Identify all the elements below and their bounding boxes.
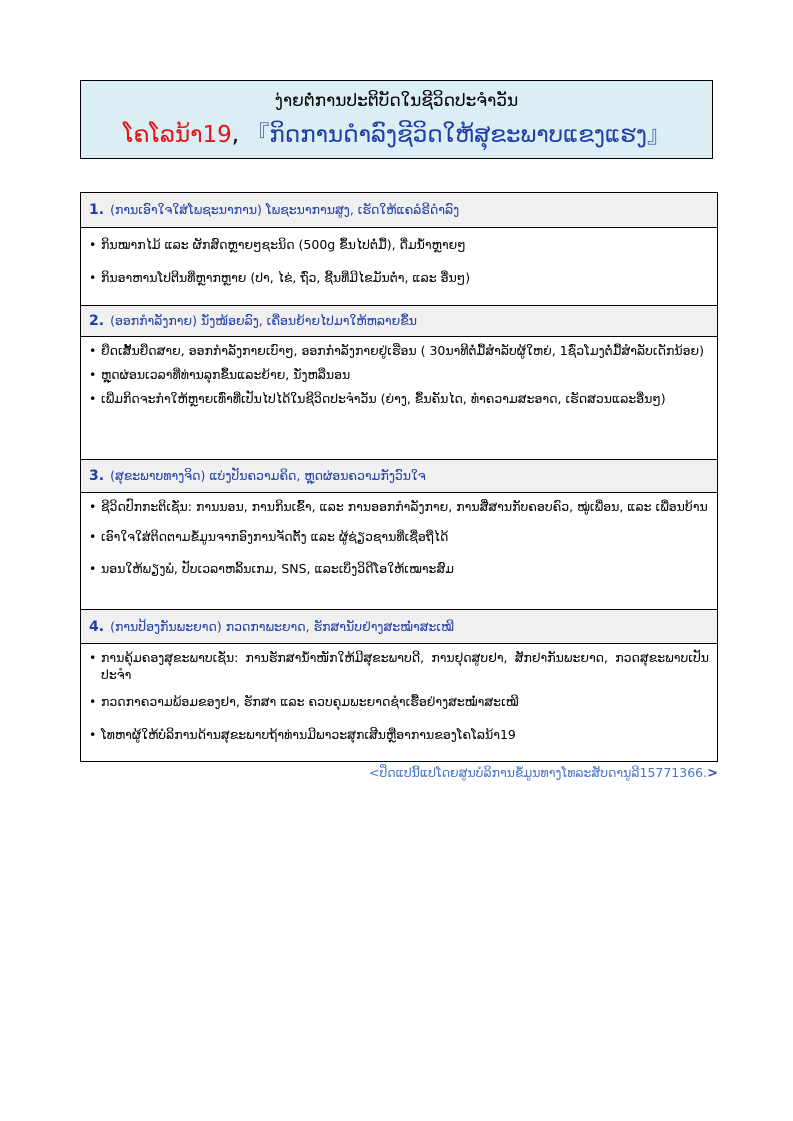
list-item (89, 693, 709, 710)
list-item-text: ຍືດເສັ້ນຍືດສາຍ, ອອກກຳລັງກາຍເບົາໆ, ອອກກຳລັງກາຍຢູ່ເຮືອນ ( 30ນາທີຕໍ່ມື້ສຳລັບຜູ້ໃຫຍ່, 1ຊົ່ວໂມງຕໍ່ມື້ສຳລັບເດັກນ້ອຍ) (101, 343, 704, 358)
bullet-icon: • (89, 650, 97, 665)
section-4-number: 4. (89, 618, 105, 635)
footer-close-bracket: > (707, 766, 718, 781)
list-item (89, 390, 709, 407)
list-item-text: ກິນອາຫານໂປຕີນທີ່ຫຼາກຫຼາຍ (ປາ, ໄຂ່, ຖົ່ວ, ຊີ້ນທີ່ມີໄຂມັນຕ່ຳ, ແລະ ອື່ນໆ) (101, 270, 471, 285)
title-box (80, 80, 713, 159)
list-item (89, 236, 709, 253)
bullet-icon: • (89, 343, 97, 358)
list-item (89, 649, 709, 683)
section-3-body (81, 498, 717, 610)
section-3-header (81, 460, 717, 493)
list-item-text: ໂທຫາຜູ້ໃຫ້ບໍລິການດ້ານສຸຂະພາບຖ້າທ່ານມີພາວະສຸກເສີນຫຼືອາການຂອງໂຄໂລນ້າ19 (101, 727, 516, 742)
section-3-heading: (ສຸຂະພາບທາງຈິດ) ແບ່ງປັນຄວາມຄິດ, ຫຼຸດຜ່ອນຄວາມກັງວົນໃຈ (110, 468, 426, 483)
list-item (89, 560, 709, 577)
list-item (89, 269, 709, 286)
footer-open-bracket: < (368, 765, 380, 780)
section-1-body (81, 236, 717, 306)
section-1-number: 1. (89, 202, 105, 218)
list-item-text: ເອົາໃຈໃສ່ຕິດຕາມຂໍ້ມູນຈາກອົງການຈັດຕັ້ງ ແລະ ຜູ້ຊ່ຽວຊານທີ່ເຊື່ອຖືໄດ້ (101, 529, 449, 544)
section-2-body (81, 342, 717, 460)
section-1-heading: (ການເອົາໃຈໃສ່ໂພຊະນາການ) ໂພຊະນາການສູງ, ເຮັດໃຫ້ແຄລໍຣີດຳລົງ (110, 202, 460, 217)
list-item-text: ກິນໝາກໄມ້ ແລະ ຜັກສົດຫຼາຍໆຊະນິດ (500g ຂຶ້ນໄປຕໍ່ມື້), ດື່ມນ້ຳຫຼາຍໆ (101, 237, 466, 252)
footer-text: ປຶດແປນີ້ແປໂດຍສູນບໍລິການຂໍ້ມູນທາງໂທລະສັບດານູລີ15771366. (379, 765, 708, 780)
list-item-text: ຊີວິດປົກກະຕິເຊັ່ນ: ການນອນ, ການກິນເຂົ້າ, ແລະ ການອອກກຳລັງກາຍ, ການສື່ສານກັບຄອບຄົວ, ໝູ່ເພື່ອນ, ແລະ ເພື່ອນບ້ານ (101, 499, 708, 514)
bullet-icon: • (89, 499, 97, 514)
section-4-body (81, 649, 717, 761)
bullet-icon: • (89, 529, 97, 544)
bullet-icon: • (89, 561, 97, 576)
list-item (89, 366, 709, 383)
list-item (89, 726, 709, 743)
section-2-header (81, 306, 717, 337)
title-main (81, 119, 712, 151)
bullet-icon: • (89, 727, 97, 742)
title-covid: ໂຄໂລນ້າ19 (123, 122, 232, 148)
bullet-icon: • (89, 391, 97, 406)
section-2-number: 2. (89, 313, 105, 329)
section-4-heading: (ການປ້ອງກັນພະຍາດ) ກວດກາພະຍາດ, ຮັກສານັບຢ່າງສະໝໍ່າສະເໝີ (110, 618, 454, 634)
title-subtitle: ງ່າຍຕໍ່ການປະຕິບັດໃນຊີວິດປະຈຳວັນ (274, 91, 519, 111)
section-4-header (81, 610, 717, 644)
list-item-text: ກວດກາຄວາມພ້ອມຂອງຢາ, ຮັກສາ ແລະ ຄວບຄຸມພະຍາດຊຳເຮື້ອຢ່າງສະໝໍ່າສະເໝີ (101, 694, 519, 709)
footer-note (300, 764, 718, 783)
guidelines-table (80, 192, 718, 762)
section-1-header (81, 193, 717, 228)
list-item-text: ການຄຸ້ມຄອງສຸຂະພາບເຊັ່ນ: ການຮັກສານ້ຳໜັກໃຫ້ມີສຸຂະພາບດີ, ການຢຸດສູບຢາ, ສັກຢາກັນພະຍາດ, ກວດສຸຂະພາບເປັນປະຈຳ (101, 650, 709, 682)
bullet-icon: • (89, 270, 97, 285)
bullet-icon: • (89, 237, 97, 252)
list-item-text: ເພີ່ມກິດຈະກຳໃຫ້ຫຼາຍເທົ່າທີ່ເປັນໄປໄດ້ໃນຊີວິດປະຈຳວັນ (ຍ່າງ, ຂຶ້ນຄັນໄດ, ທຳຄວາມສະອາດ, ເຮັດສວນແລະອື່ນໆ) (101, 391, 666, 406)
section-3-number: 3. (89, 468, 105, 484)
list-item-text: ຫຼຸດຜ່ອນເວລາທີ່ທ່ານລຸກຂຶ້ນແລະຍ້າຍ, ນັ່ງຫລືນອນ (101, 367, 351, 382)
list-item-text: ນອນໃຫ້ພຽງພໍ, ປັບເວລາຫລິ້ນເກມ, SNS, ແລະເບິ່ງວິດີໂອໃຫ້ເໝາະສົມ (101, 561, 455, 576)
list-item (89, 498, 709, 515)
list-item (89, 528, 709, 545)
bullet-icon: • (89, 367, 97, 382)
title-headline: 『ກິດການດຳລົງຊີວິດໃຫ້ສຸຂະພາບແຂງແຮງ』 (246, 122, 670, 148)
section-2-heading: (ອອກກຳລັງກາຍ) ນັ່ງໜ້ອຍລົງ, ເຄື່ອນຍ້າຍໄປມາໃຫ້ຫລາຍຂຶ້ນ (110, 313, 418, 328)
list-item (89, 342, 709, 359)
title-separator: , (231, 122, 240, 148)
bullet-icon: • (89, 694, 97, 709)
